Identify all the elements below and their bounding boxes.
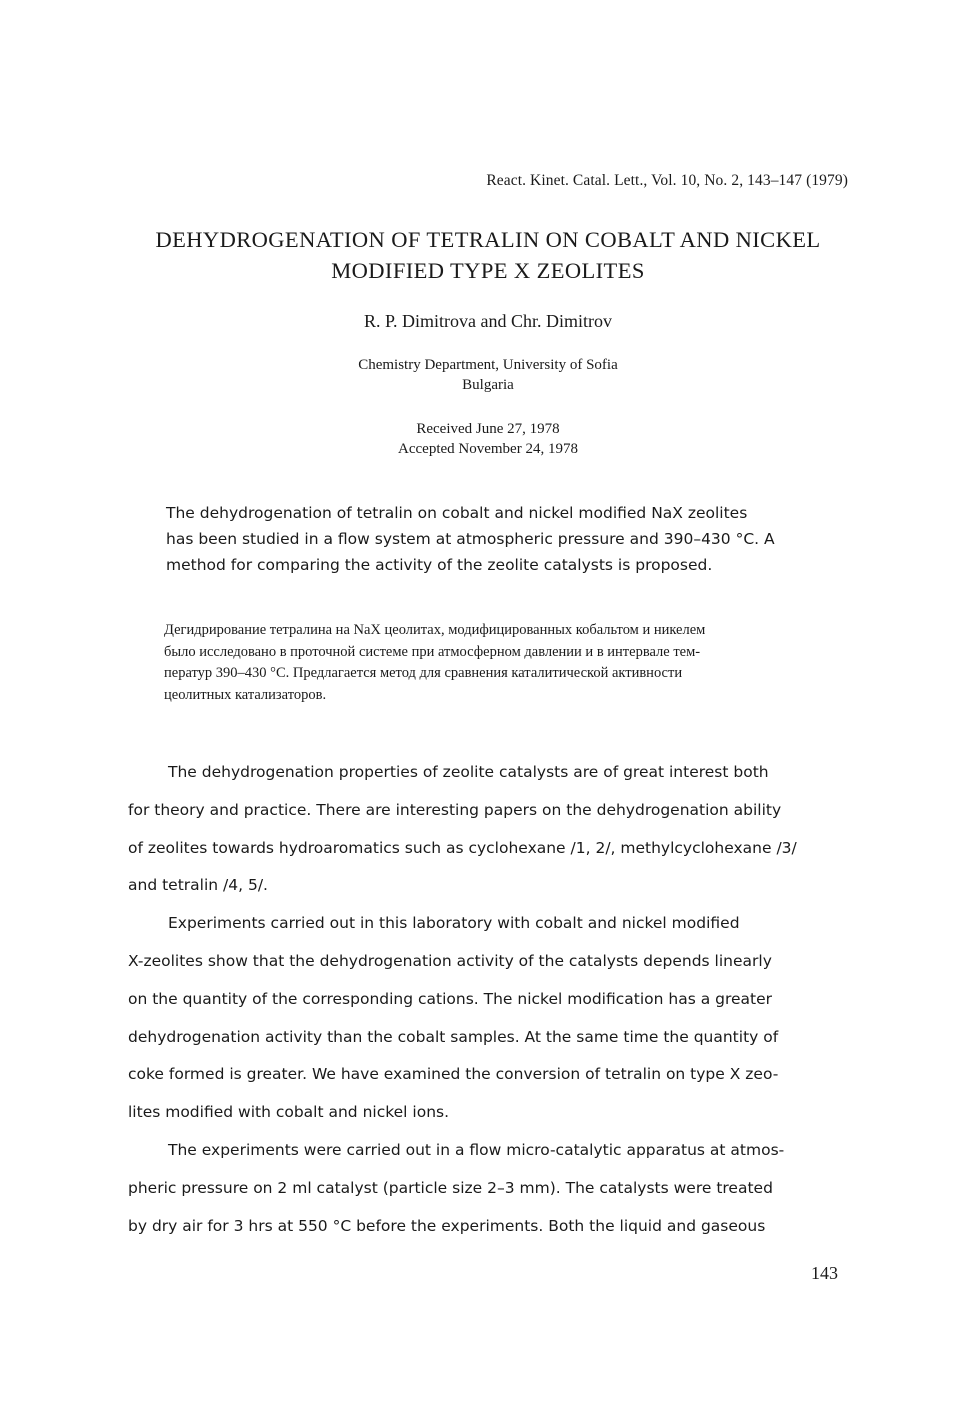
body-line: X-zeolites show that the dehydrogenation activity of the catalysts depends linearly [128, 951, 772, 970]
affiliation [0, 355, 976, 395]
title-line: DEHYDROGENATION OF TETRALIN ON COBALT AND NICKEL [155, 227, 821, 252]
abstract-english [166, 500, 866, 578]
body-text [128, 754, 888, 1245]
received-date: Received June 27, 1978 [416, 421, 560, 437]
body-line: The experiments were carried out in a flow micro-catalytic apparatus at atmos- [168, 1140, 785, 1159]
authors: R. P. Dimitrova and Chr. Dimitrov [363, 311, 612, 331]
body-line: and tetralin /4, 5/. [128, 876, 268, 895]
abstract-line: ператур 390–430 °С. Предлагается метод для сравнения каталитической активности [164, 665, 683, 681]
abstract-line: has been studied in a flow system at atmospheric pressure and 390–430 °C. A [166, 530, 775, 548]
affiliation-line: Chemistry Department, University of Sofia [358, 357, 618, 373]
body-line: Experiments carried out in this laboratory with cobalt and nickel modified [168, 914, 740, 933]
accepted-date: Accepted November 24, 1978 [398, 441, 578, 457]
body-line: by dry air for 3 hrs at 550 °C before the experiments. Both the liquid and gaseous [128, 1216, 766, 1235]
abstract-line: было исследовано в проточной системе при атмосферном давлении и в интервале тем- [164, 643, 701, 660]
abstract-line: Дегидрирование тетралина на NaX цеолитах, модифицированных кобальтом и никелем [164, 622, 706, 638]
body-line: on the quantity of the corresponding cations. The nickel modification has a greater [128, 989, 773, 1008]
dates [0, 419, 976, 459]
abstract-line: цеолитных катализаторов. [164, 686, 327, 703]
body-line: coke formed is greater. We have examined the conversion of tetralin on type X zeo- [128, 1065, 779, 1084]
body-line: pheric pressure on 2 ml catalyst (particle size 2–3 mm). The catalysts were treated [128, 1178, 773, 1197]
abstract-russian [164, 620, 864, 706]
body-line: The dehydrogenation properties of zeolite catalysts are of great interest both [168, 763, 769, 781]
title-line: MODIFIED TYPE X ZEOLITES [331, 258, 645, 283]
body-line: dehydrogenation activity than the cobalt samples. At the same time the quantity of [128, 1027, 779, 1046]
page-number: 143 [811, 1263, 838, 1283]
journal-citation: React. Kinet. Catal. Lett., Vol. 10, No. 2, 143–147 (1979) [486, 172, 848, 189]
paper-title [0, 224, 976, 286]
body-line: lites modified with cobalt and nickel ions. [128, 1103, 450, 1122]
body-line: for theory and practice. There are interesting papers on the dehydrogenation ability [128, 800, 782, 819]
affiliation-line: Bulgaria [462, 377, 514, 393]
abstract-line: The dehydrogenation of tetralin on cobalt and nickel modified NaX zeolites [166, 504, 748, 522]
abstract-line: method for comparing the activity of the zeolite catalysts is proposed. [166, 556, 713, 574]
body-line: of zeolites towards hydroaromatics such as cyclohexane /1, 2/, methylcyclohexane /3/ [128, 838, 797, 857]
